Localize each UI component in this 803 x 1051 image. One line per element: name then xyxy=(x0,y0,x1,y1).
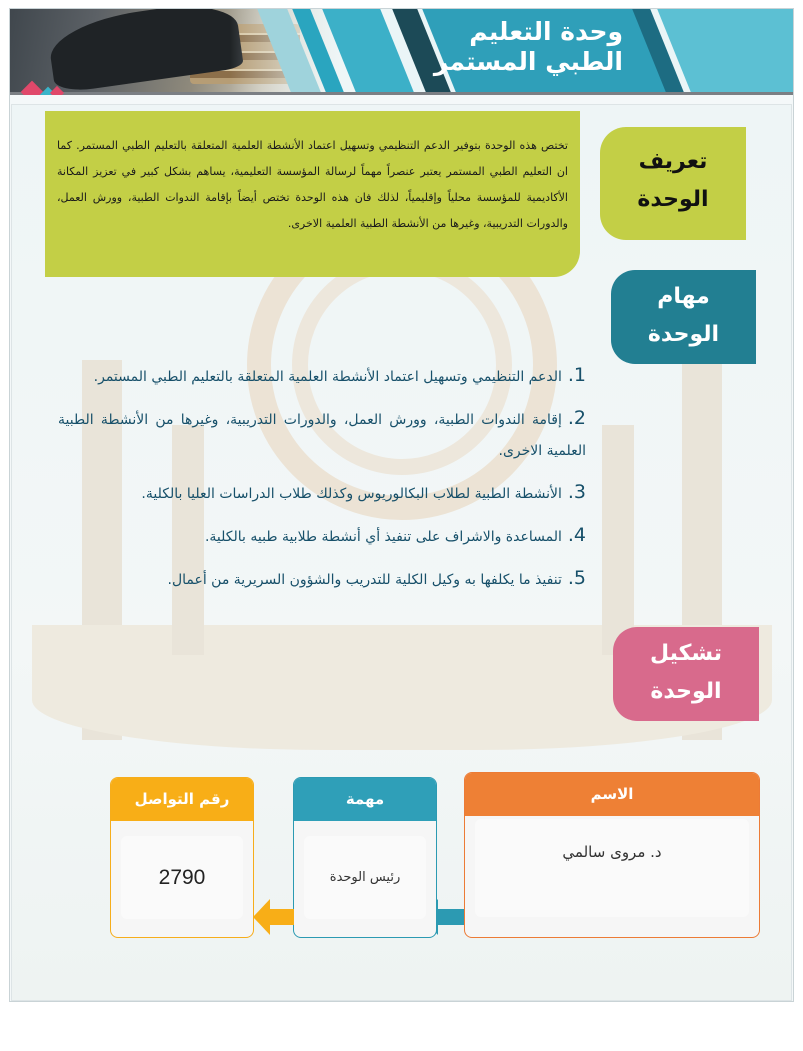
list-item xyxy=(58,520,586,553)
intro-text: تختص هذه الوحدة بتوفير الدعم التنظيمي وتسهيل اعتماد الأنشطة العلمية المتعلقة بالتعليم الطبي المستمر. كما ان التعليم الطبي المستمر يعتبر عنصراً مهماً لرسالة المؤسسة التعليمية، يساهم بشكل كبير في تعزيز المكانة الأكاديمية للمؤسسة محلياً وإقليمياً، لذلك فان هذه الوحدة تختص أيضاً بإقامة الندوات الطبية، وورش العمل، والدورات التدريبية، وغيرها من الأنشطة الطبية العلمية الاخرى. xyxy=(57,139,568,230)
list-item xyxy=(58,477,586,510)
phone-card-header: رقم التواصل xyxy=(111,778,253,821)
tasks-list xyxy=(58,360,586,606)
role-card-header: مهمة xyxy=(294,778,436,821)
name-card-value: د. مروى سالمي xyxy=(475,819,749,917)
section-tab-label: الوحدة xyxy=(637,187,709,212)
name-card-header: الاسم xyxy=(465,773,759,816)
intro-text-box xyxy=(45,111,580,277)
name-card xyxy=(464,772,760,938)
list-item xyxy=(48,563,586,596)
section-tab-formation xyxy=(613,627,759,721)
list-item-number: 4. xyxy=(567,524,586,546)
list-item-text: تنفيذ ما يكلفها به وكيل الكلية للتدريب والشؤون السريرية من أعمال. xyxy=(167,572,562,588)
watermark-bar xyxy=(602,425,634,655)
list-item-number: 3. xyxy=(567,481,586,503)
page-title-line1: وحدة التعليم xyxy=(469,17,623,46)
phone-card-value: 2790 xyxy=(121,836,243,919)
page-title-line2: الطبي المستمر xyxy=(433,47,623,76)
section-tab-label: تشكيل xyxy=(649,641,723,666)
section-tab-label: الوحدة xyxy=(650,679,722,704)
header-divider xyxy=(10,92,793,95)
role-card-value: رئيس الوحدة xyxy=(304,836,426,919)
list-item-number: 5. xyxy=(567,567,586,589)
arrow-left-icon xyxy=(437,909,464,925)
page-header xyxy=(10,9,793,95)
list-item-text: المساعدة والاشراف على تنفيذ أي أنشطة طلابية طبيه بالكلية. xyxy=(204,529,562,545)
list-item xyxy=(58,403,586,467)
list-item-text: الأنشطة الطبية لطلاب البكالوريوس وكذلك طلاب الدراسات العليا بالكلية. xyxy=(141,486,562,502)
section-tab-label: الوحدة xyxy=(647,322,720,347)
phone-card xyxy=(110,777,254,938)
section-tab-definition xyxy=(600,127,746,240)
page-title xyxy=(433,17,623,77)
section-tab-tasks xyxy=(611,270,756,364)
section-tab-label: تعريف xyxy=(638,149,708,174)
arrow-left-icon xyxy=(253,899,270,935)
list-item-number: 2. xyxy=(567,407,586,429)
role-card xyxy=(293,777,437,938)
arrow-left-icon xyxy=(269,909,294,925)
list-item-number: 1. xyxy=(567,364,586,386)
list-item-text: الدعم التنظيمي وتسهيل اعتماد الأنشطة العلمية المتعلقة بالتعليم الطبي المستمر. xyxy=(93,369,562,385)
section-tab-label: مهام xyxy=(657,284,710,309)
list-item xyxy=(58,360,586,393)
list-item-text: إقامة الندوات الطبية، وورش العمل، والدورات التدريبية، وغيرها من الأنشطة الطبية العلمية الاخرى. xyxy=(58,412,586,459)
